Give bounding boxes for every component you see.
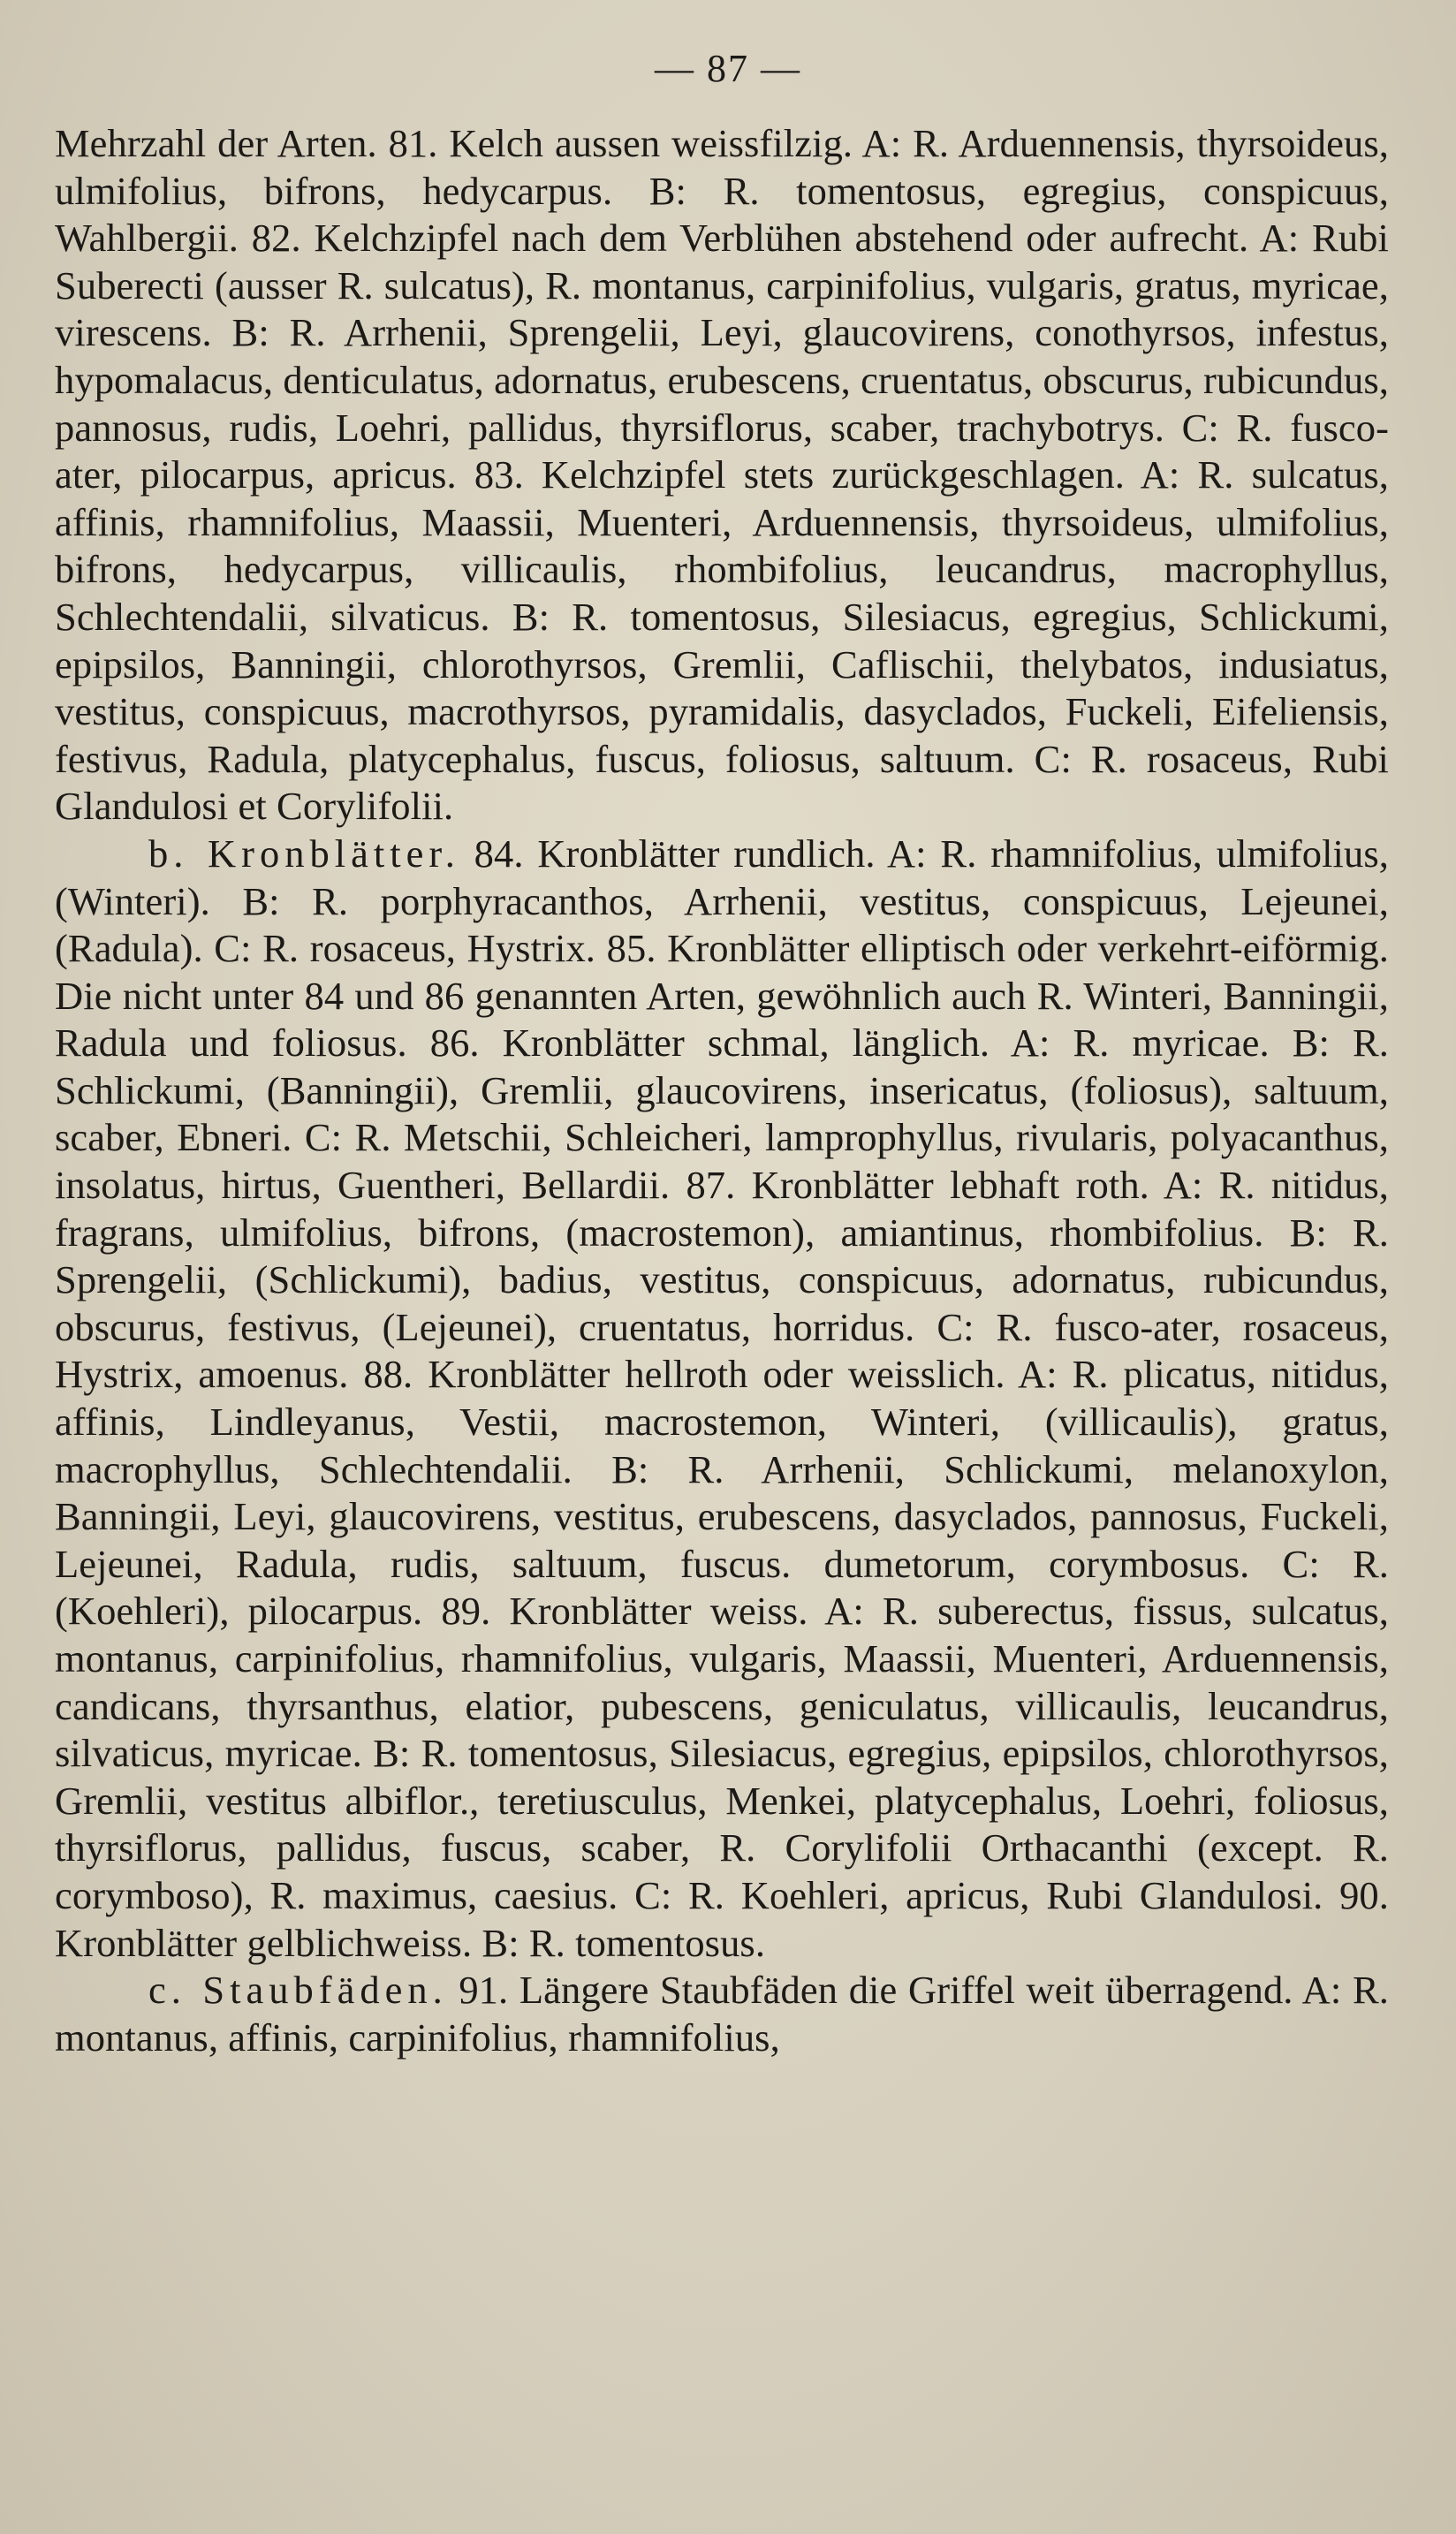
paragraph-text: 91. Längere Staubfäden die Griffel weit überragend. A: R. montanus, affinis, carpinifolius, rhamnifolius, xyxy=(55,1968,1389,2060)
body-text xyxy=(55,120,1389,2061)
paragraph-staubfaeden xyxy=(55,1967,1389,2061)
paragraph-text: Mehrzahl der Arten. 81. Kelch aussen weissfilzig. A: R. Arduennensis, thyrsoideus, ulmifolius, bifrons, hedycarpus. B: R. tomentosus, egregius, conspicuus, Wahlbergii. 82. Kelchzipfel nach dem Verblühen abstehend oder aufrecht. A: Rubi Suberecti (ausser R. sulcatus), R. montanus, carpinifolius, vulgaris, gratus, myricae, virescens. B: R. Arrhenii, Sprengelii, Leyi, glaucovirens, conothyrsos, infestus, hypomalacus, denticulatus, adornatus, erubescens, cruentatus, obscurus, rubicundus, pannosus, rudis, Loehri, pallidus, thyrsiflorus, scaber, trachybotrys. C: R. fusco-ater, pilocarpus, apricus. 83. Kelchzipfel stets zurückgeschlagen. A: R. sulcatus, affinis, rhamnifolius, Maassii, Muenteri, Arduennensis, thyrsoideus, ulmifolius, bifrons, hedycarpus, villicaulis, rhombifolius, leucandrus, macrophyllus, Schlechtendalii, silvaticus. B: R. tomentosus, Silesiacus, egregius, Schlickumi, epipsilos, Banningii, chlorothyrsos, Gremlii, Caflischii, thelybatos, indusiatus, vestitus, conspicuus, macrothyrsos, pyramidalis, dasyclados, Fuckeli, Eifeliensis, festivus, Radula, platycephalus, fuscus, foliosus, saltuum. C: R. rosaceus, Rubi Glandulosi et Corylifolii. xyxy=(55,121,1389,829)
paragraph-kronblaetter xyxy=(55,831,1389,1967)
paragraph-kelch xyxy=(55,120,1389,831)
page-number: — 87 — xyxy=(655,47,801,90)
paragraph-text: 84. Kronblätter rundlich. A: R. rhamnifolius, ulmifolius, (Winteri). B: R. porphyracanthos, Arrhenii, vestitus, conspicuus, Lejeunei, (Radula). C: R. rosaceus, Hystrix. 85. Kronblätter elliptisch oder verkehrt-eiförmig. Die nicht unter 84 und 86 genannten Arten, gewöhnlich auch R. Winteri, Banningii, Radula und foliosus. 86. Kronblätter schmal, länglich. A: R. myricae. B: R. Schlickumi, (Banningii), Gremlii, glaucovirens, insericatus, (foliosus), saltuum, scaber, Ebneri. C: R. Metschii, Schleicheri, lamprophyllus, rivularis, polyacanthus, insolatus, hirtus, Guentheri, Bellardii. 87. Kronblätter lebhaft roth. A: R. nitidus, fragrans, ulmifolius, bifrons, (macrostemon), amiantinus, rhombifolius. B: R. Sprengelii, (Schlickumi), badius, vestitus, conspicuus, adornatus, rubicundus, obscurus, festivus, (Lejeunei), cruentatus, horridus. C: R. fusco-ater, rosaceus, Hystrix, amoenus. 88. Kronblätter hellroth oder weisslich. A: R. plicatus, nitidus, affinis, Lindleyanus, Vestii, macrostemon, Winteri, (villicaulis), gratus, macrophyllus, Schlechtendalii. B: R. Arrhenii, Schlickumi, melanoxylon, Banningii, Leyi, glaucovirens, vestitus, erubescens, dasyclados, pannosus, Fuckeli, Lejeunei, Radula, rudis, saltuum, fuscus. dumetorum, corymbosus. C: R. (Koehleri), pilocarpus. 89. Kronblätter weiss. A: R. suberectus, fissus, sulcatus, montanus, carpinifolius, rhamnifolius, vulgaris, Maassii, Muenteri, Arduennensis, candicans, thyrsanthus, elatior, pubescens, geniculatus, villicaulis, leucandrus, silvaticus, myricae. B: R. tomentosus, Silesiacus, egregius, epipsilos, chlorothyrsos, Gremlii, vestitus albiflor., teretiusculus, Menkei, platycephalus, Loehri, foliosus, thyrsiflorus, pallidus, fuscus, scaber, R. Corylifolii Orthacanthi (except. R. corymboso), R. maximus, caesius. C: R. Koehleri, apricus, Rubi Glandulosi. 90. Kronblätter gelblichweiss. B: R. tomentosus. xyxy=(55,831,1389,1965)
section-heading-staubfaeden: c. Staubfäden. xyxy=(148,1968,448,2013)
section-heading-kronblaetter: b. Kronblätter. xyxy=(148,831,460,876)
